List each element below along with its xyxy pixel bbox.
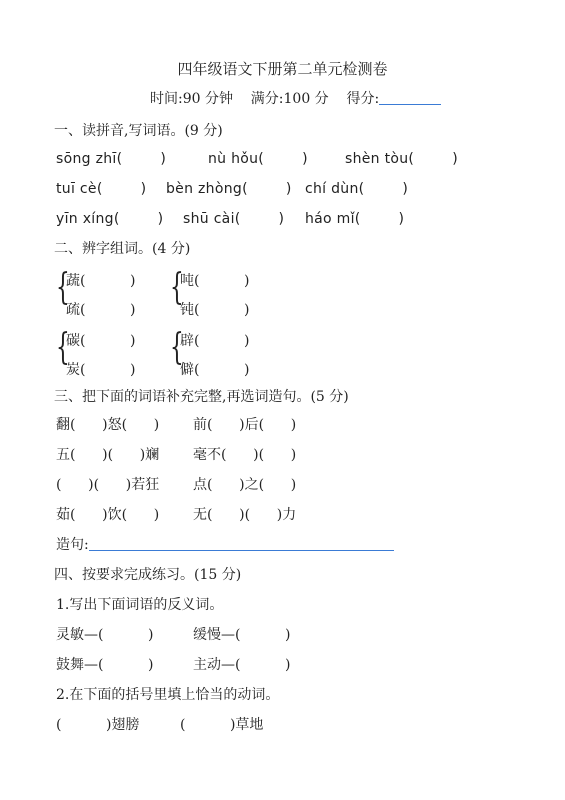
char-pair-1-b: 疏( ) [66,302,136,318]
s3-r4-c2: 无( )( )力 [193,507,297,523]
sentence-row [56,536,394,554]
q1-r1-c2: 缓慢—( ) [193,627,291,643]
q2-r1-c1: ( )翅膀 [56,717,140,733]
time-label: 时间:90 分钟 [150,91,233,107]
exam-meta [150,90,441,108]
q2-instruction: 2.在下面的括号里填上恰当的动词。 [56,687,280,703]
char-pair-4 [170,327,280,380]
s1-r2-c2: bèn zhòng( ) [166,181,292,197]
section2-heading: 二、辨字组词。(4 分) [54,241,191,257]
s1-r1-c3: shèn tòu( ) [345,151,458,167]
q1-r1-c1: 灵敏—( ) [56,627,154,643]
char-pair-4-a: 辟( ) [180,333,250,349]
q1-r2-c1: 鼓舞—( ) [56,657,154,673]
char-pair-3-a: 碳( ) [66,333,136,349]
char-pair-2 [170,267,280,320]
char-pair-1-a: 蔬( ) [66,273,136,289]
q2-r1-c2: ( )草地 [180,717,264,733]
brace-icon: { [170,267,184,308]
s1-r1-c2: nù hǒu( ) [208,151,308,167]
s1-r3-c2: shū cài( ) [183,211,285,227]
full-score-label: 满分:100 分 [250,91,329,107]
s3-r2-c1: 五( )( )斓 [56,447,160,463]
section1-heading: 一、读拼音,写词语。(9 分) [54,123,223,139]
section4-heading: 四、按要求完成练习。(15 分) [54,567,242,583]
char-pair-1 [56,267,166,320]
s3-r2-c2: 毫不( )( ) [193,447,297,463]
s1-r2-c1: tuī cè( ) [56,181,147,197]
s1-r3-c3: háo mǐ( ) [305,211,405,227]
char-pair-3 [56,327,166,380]
brace-icon: { [170,327,184,368]
score-label: 得分: [346,91,380,107]
sentence-label: 造句: [56,537,89,553]
s1-r2-c3: chí dùn( ) [305,181,409,197]
s3-r4-c1: 茹( )饮( ) [56,507,160,523]
s1-r3-c1: yīn xíng( ) [56,211,164,227]
char-pair-2-a: 吨( ) [180,273,250,289]
s3-r1-c2: 前( )后( ) [193,417,297,433]
q1-r2-c2: 主动—( ) [193,657,291,673]
brace-icon: { [56,267,70,308]
char-pair-2-b: 钝( ) [180,302,250,318]
score-blank[interactable] [379,90,441,105]
brace-icon: { [56,327,70,368]
s3-r3-c2: 点( )之( ) [193,477,297,493]
q1-instruction: 1.写出下面词语的反义词。 [56,597,224,613]
char-pair-3-b: 炭( ) [66,362,136,378]
page-title: 四年级语文下册第二单元检测卷 [177,60,388,78]
char-pair-4-b: 僻( ) [180,362,250,378]
s3-r3-c1: ( )( )若狂 [56,477,160,493]
s3-r1-c1: 翻( )怒( ) [56,417,160,433]
sentence-blank[interactable] [89,536,394,551]
s1-r1-c1: sōng zhī( ) [56,151,167,167]
section3-heading: 三、把下面的词语补充完整,再选词造句。(5 分) [54,389,349,405]
